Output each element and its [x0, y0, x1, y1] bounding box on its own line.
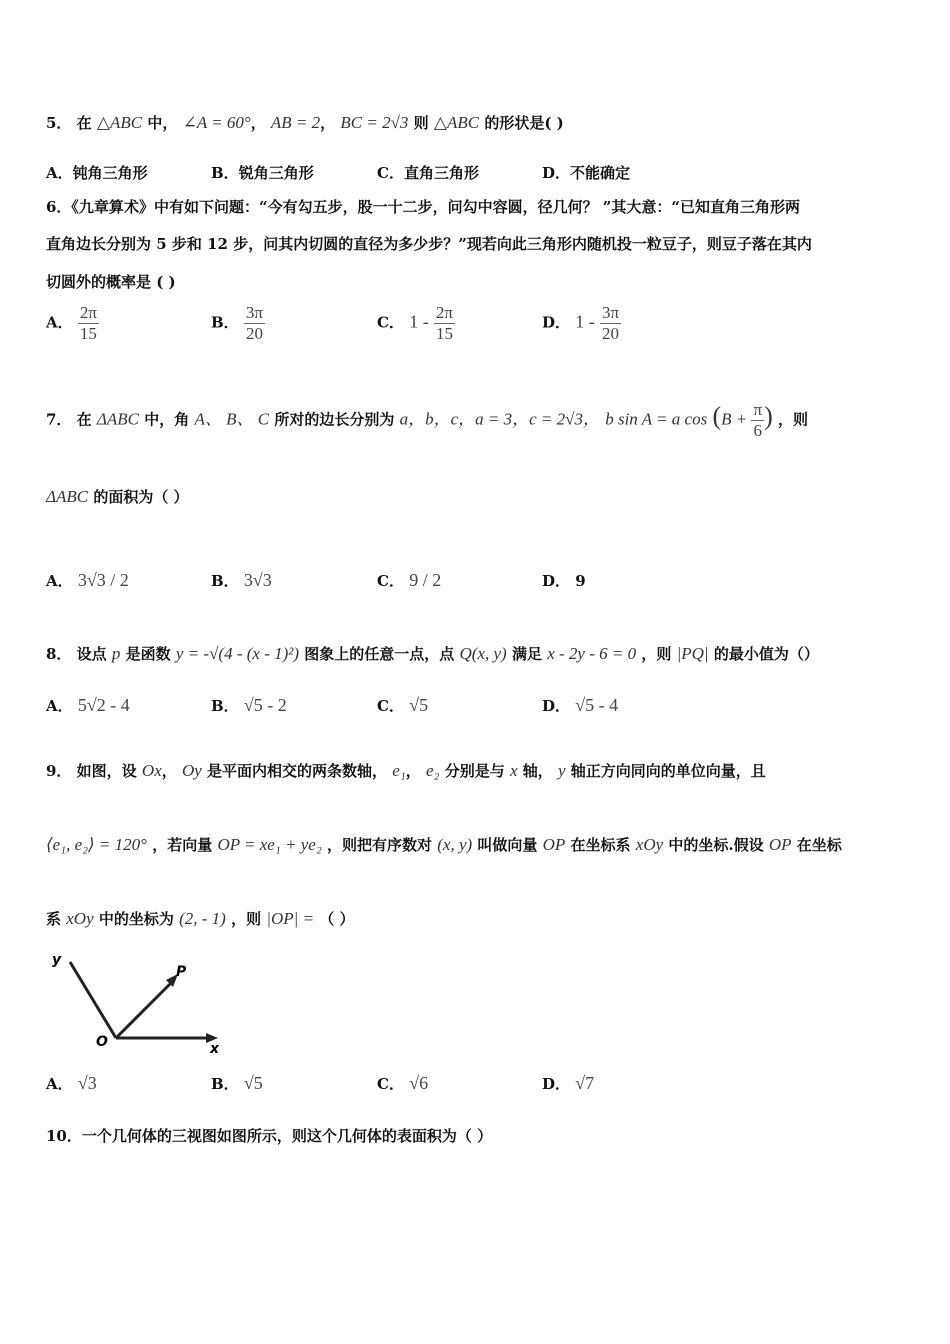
- q7-option-c[interactable]: C． 9 / 2: [377, 570, 442, 590]
- q7-option-b[interactable]: B． 3√3: [211, 570, 272, 590]
- q6-option-d[interactable]: D． 1 - $\frac{3\pi}{20}$: [542, 303, 620, 343]
- q5-option-a[interactable]: A．钝角三角形: [46, 164, 148, 182]
- q9-figure-label-y: y: [52, 952, 62, 968]
- q6-option-b-fraction: $\frac{3\pi}{20}$: [245, 303, 264, 343]
- q6-option-a-fraction: $\frac{2\pi}{15}$: [79, 303, 97, 343]
- q6-option-a[interactable]: A． $\frac{2\pi}{15}$: [46, 303, 97, 343]
- q9-option-d[interactable]: D． √7: [542, 1073, 595, 1093]
- q8-option-d[interactable]: D． √5 - 4: [542, 695, 619, 715]
- q9-figure: [44, 950, 234, 1055]
- q6-option-c-fraction: $\frac{2\pi}{15}$: [435, 303, 454, 343]
- q6-option-c[interactable]: C． 1 - $\frac{2\pi}{15}$: [377, 303, 454, 343]
- q5-math-ab: AB = 2: [270, 113, 321, 132]
- q5-stem: 5． 在 △ABC 中， ∠A = 60°， AB = 2， BC = 2√3 则 △ABC 的形状是( ): [46, 113, 564, 132]
- q9-figure-label-o: O: [96, 1034, 108, 1050]
- q9-figure-label-x: x: [210, 1041, 220, 1055]
- q5-math-angle: ∠A = 60°: [182, 113, 251, 132]
- q9-option-b[interactable]: B． √5: [211, 1073, 263, 1093]
- q7-pi-over-6: $\frac{\pi}{6}$: [753, 400, 763, 440]
- q7-paren-open: (: [712, 401, 722, 431]
- q9-stem-line-3: 系 xOy 中的坐标为 (2, - 1) ，则 |OP| = （ ）: [46, 909, 355, 928]
- q5-math-bc: BC = 2√3: [340, 113, 409, 132]
- q9-stem-line-1: 9． 如图，设 Ox， Oy 是平面内相交的两条数轴， e₁， e₂ 分别是与 x 轴， y 轴正方向同向的单位向量，且: [46, 761, 766, 780]
- q5-option-d[interactable]: D．不能确定: [542, 164, 631, 182]
- q7-option-d[interactable]: D． 9: [542, 572, 586, 590]
- q5-option-c[interactable]: C．直角三角形: [377, 164, 479, 182]
- q7-paren-close: ): [764, 401, 773, 431]
- q9-stem-line-2: ⟨e₁, e₂⟩ = 120° ，若向量 OP = xe₁ + ye₂ ，则把有序数对 (x, y) 叫做向量 OP 在坐标系 xOy 中的坐标.假设 OP 在坐标: [46, 835, 842, 854]
- q5-option-b[interactable]: B．锐角三角形: [211, 164, 314, 182]
- q7-stem-line-2: ΔABC 的面积为（ ）: [46, 487, 189, 506]
- q5-math-triangle: △ABC: [96, 113, 143, 132]
- q8-option-c[interactable]: C． √5: [377, 695, 429, 715]
- q8-option-b[interactable]: B． √5 - 2: [211, 695, 287, 715]
- q9-figure-op-vector: [116, 980, 174, 1038]
- q6-option-b[interactable]: B． $\frac{3\pi}{20}$: [211, 303, 264, 343]
- q9-figure-label-p: P: [176, 964, 187, 980]
- q9-option-c[interactable]: C． √6: [377, 1073, 429, 1093]
- q7-stem: 7． 在 ΔABC 中，角 A、 B、 C 所对的边长分别为 a，b，c，a = 3，c = 2√3， b sin A = a cos (B + $\frac{\pi}{6}$ ) ，则: [46, 400, 808, 440]
- q6-stem-line-3: 切圆外的概率是 ( ): [46, 273, 176, 291]
- q6-stem-line-2: 直角边长分别为 5 步和 12 步，问其内切圆的直径为多少步？”现若向此三角形内随机投一粒豆子，则豆子落在其内: [46, 235, 812, 253]
- q8-option-a[interactable]: A． 5√2 - 4: [46, 695, 130, 715]
- q9-option-a[interactable]: A． √3: [46, 1073, 97, 1093]
- q8-stem: 8． 设点 p 是函数 y = -√(4 - (x - 1)²) 图象上的任意一点，点 Q(x, y) 满足 x - 2y - 6 = 0 ，则 |PQ| 的最小值为（）: [46, 644, 819, 663]
- q6-stem-line-1: 6．《九章算术》中有如下问题：“今有勾五步，股一十二步，问勾中容圆，径几何？ ”其大意：“已知直角三角形两: [46, 198, 801, 216]
- q10-stem: 10．一个几何体的三视图如图所示，则这个几何体的表面积为（ ）: [46, 1127, 493, 1145]
- q6-option-d-fraction: $\frac{3\pi}{20}$: [601, 303, 620, 343]
- q9-figure-y-axis: [70, 962, 116, 1038]
- q7-option-a[interactable]: A． 3√3 / 2: [46, 570, 129, 590]
- q5-math-triangle-2: △ABC: [433, 113, 480, 132]
